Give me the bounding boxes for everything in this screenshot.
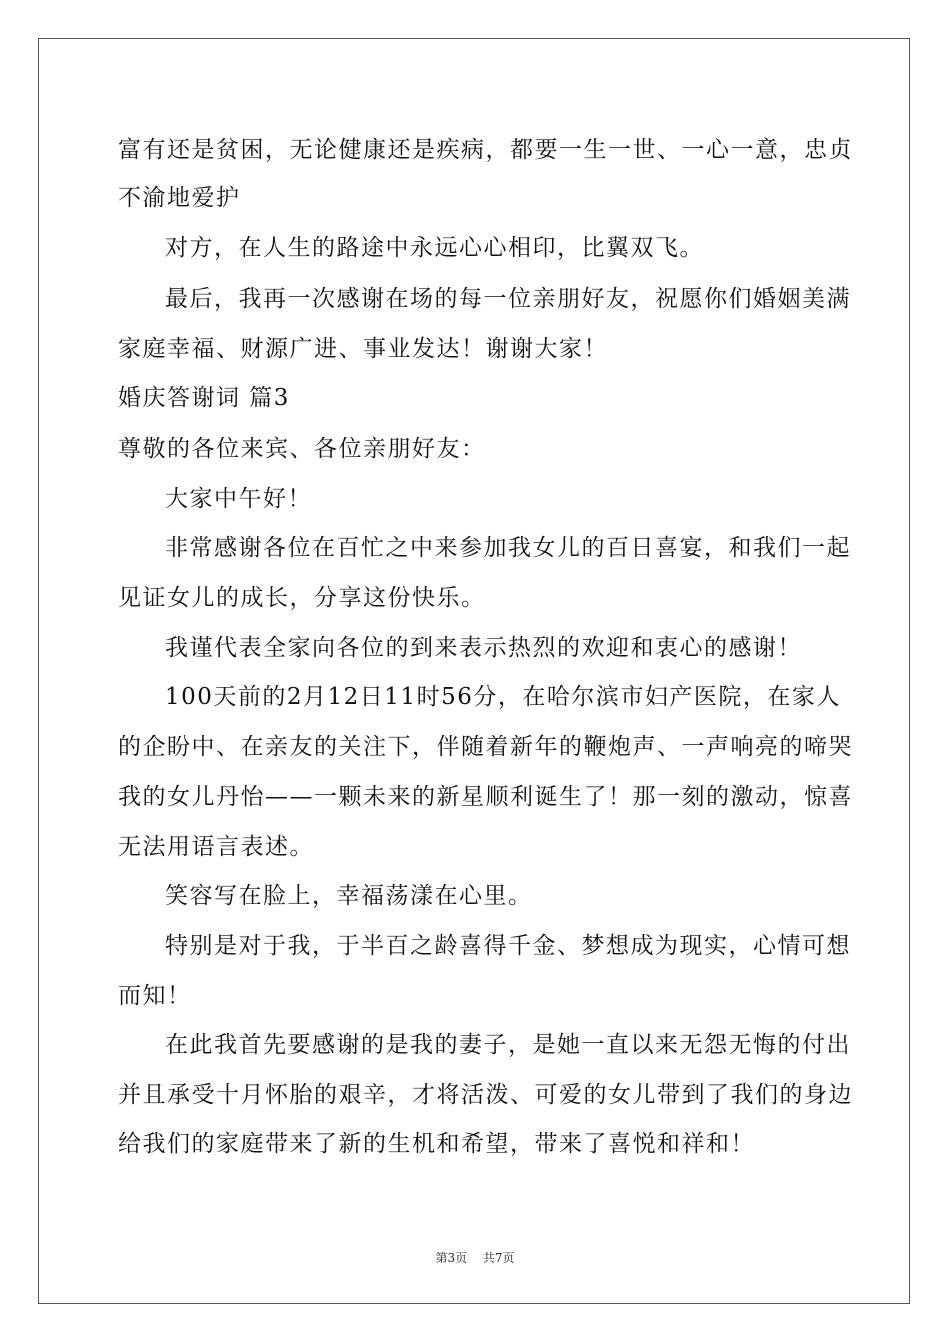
text-line: 对方，在人生的路途中永远心心相印，比翼双飞。 — [165, 235, 704, 261]
text-line: 我的女儿丹怡——一颗未来的新星顺利诞生了！那一刻的激动，惊喜 — [118, 784, 853, 810]
text-line: 非常感谢各位在百忙之中来参加我女儿的百日喜宴，和我们一起 — [165, 535, 851, 561]
text-line: 大家中午好！ — [165, 486, 312, 512]
text-line: 特别是对于我，于半百之龄喜得千金、梦想成为现实，心情可想 — [165, 933, 851, 959]
page-frame — [38, 38, 910, 1304]
page-number: 第3页 — [435, 1251, 468, 1265]
text-line: 富有还是贫困，无论健康还是疾病，都要一生一世、一心一意，忠贞 — [118, 137, 853, 163]
text-line: 家庭幸福、财源广进、事业发达！谢谢大家！ — [118, 336, 608, 362]
text-line: 不渝地爱护 — [118, 185, 241, 211]
text-line: 我谨代表全家向各位的到来表示热烈的欢迎和衷心的感谢！ — [165, 635, 802, 661]
text-line: 而知！ — [118, 983, 192, 1009]
text-line: 在此我首先要感谢的是我的妻子，是她一直以来无怨无悔的付出 — [165, 1032, 851, 1058]
section-heading: 婚庆答谢词 篇3 — [118, 385, 290, 411]
page-total: 共7页 — [482, 1251, 515, 1265]
text-line: 给我们的家庭带来了新的生机和希望，带来了喜悦和祥和！ — [118, 1131, 755, 1157]
page-footer — [0, 1250, 950, 1266]
text-line: 尊敬的各位来宾、各位亲朋好友： — [118, 436, 486, 462]
text-line: 笑容写在脸上，幸福荡漾在心里。 — [165, 883, 533, 909]
text-line: 无法用语言表述。 — [118, 834, 314, 860]
text-line: 见证女儿的成长，分享这份快乐。 — [118, 585, 486, 611]
text-line: 并且承受十月怀胎的艰辛，才将活泼、可爱的女儿带到了我们的身边 — [118, 1082, 853, 1108]
text-line: 100天前的2月12日11时56分，在哈尔滨市妇产医院，在家人 — [165, 684, 841, 710]
text-line: 的企盼中、在亲友的关注下，伴随着新年的鞭炮声、一声响亮的啼哭 — [118, 734, 853, 760]
text-line: 最后，我再一次感谢在场的每一位亲朋好友，祝愿你们婚姻美满 — [165, 286, 851, 312]
